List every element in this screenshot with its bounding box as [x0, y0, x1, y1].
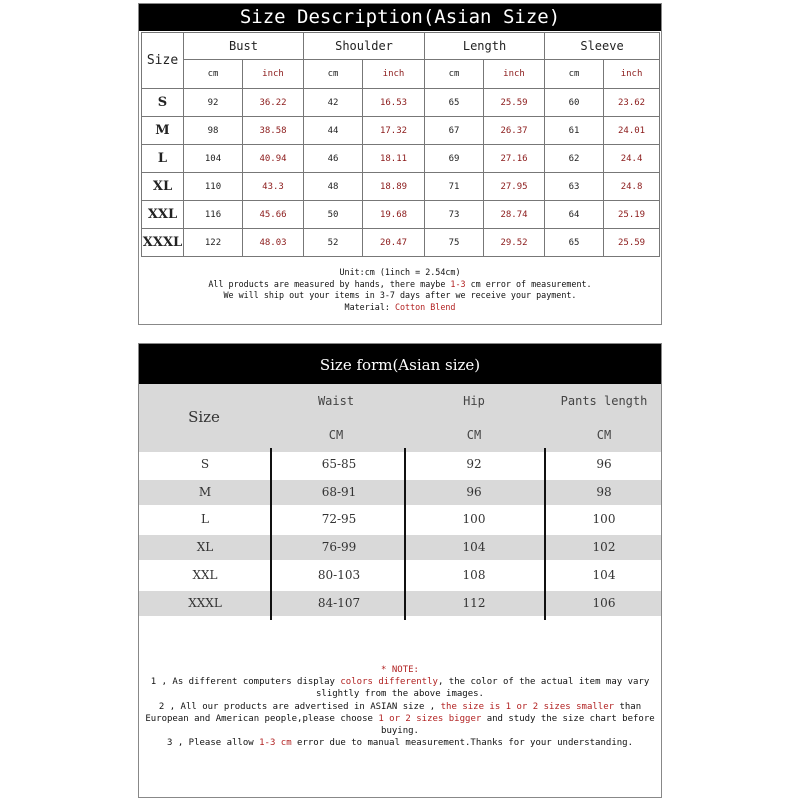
inch-cell: 38.58	[243, 117, 304, 145]
cm-cell: 46	[304, 145, 363, 173]
waist-cell: 76-99	[321, 540, 357, 554]
column-divider	[270, 448, 272, 620]
inch-cell: 45.66	[243, 201, 304, 229]
waist-cell: 84-107	[317, 596, 361, 610]
inch-cell: 25.59	[484, 89, 545, 117]
note-highlight: 1-3 cm	[259, 738, 292, 749]
pants-length-cell: 100	[592, 512, 616, 526]
note-text: , the color of the actual item may vary	[437, 677, 650, 688]
size-label: XXXL	[142, 229, 184, 257]
inch-cell: 43.3	[243, 173, 304, 201]
note-text: European and American people,please choose	[145, 713, 379, 724]
inch-cell: 16.53	[363, 89, 425, 117]
inch-cell: 27.95	[484, 173, 545, 201]
cm-cell: 75	[425, 229, 484, 257]
inch-cell: 24.01	[604, 117, 660, 145]
bottom-size-header: Size	[188, 408, 220, 426]
cm-cell: 67	[425, 117, 484, 145]
note-2-cont	[139, 713, 661, 725]
column-header-waist: Waist	[317, 394, 355, 408]
size-label: L	[201, 512, 209, 526]
hip-cell: 108	[462, 568, 486, 582]
note-text: cm error of measurement.	[465, 278, 592, 289]
size-label: XL	[196, 540, 214, 554]
cm-cell: 60	[545, 89, 604, 117]
column-header-pants-length: Pants length	[560, 394, 648, 408]
column-divider	[544, 448, 546, 620]
inch-cell: 24.8	[604, 173, 660, 201]
waist-cell: 68-91	[321, 485, 357, 499]
inch-cell: 25.59	[604, 229, 660, 257]
cm-cell: 48	[304, 173, 363, 201]
table-row	[142, 229, 660, 257]
material-note	[139, 302, 661, 314]
cm-cell: 65	[545, 229, 604, 257]
cm-cell: 50	[304, 201, 363, 229]
inch-cell: 18.11	[363, 145, 425, 173]
unit-note: Unit:cm (1inch = 2.54cm)	[339, 267, 461, 277]
size-label: L	[142, 145, 184, 173]
group-header-shoulder: Shoulder	[304, 33, 425, 60]
waist-cell: 72-95	[321, 512, 357, 526]
unit-inch-header: inch	[243, 60, 304, 89]
unit-header: CM	[466, 428, 482, 442]
bottom-chart-title: Size form(Asian size)	[139, 344, 661, 384]
cm-cell: 104	[184, 145, 243, 173]
size-label: S	[142, 89, 184, 117]
measurement-note	[139, 279, 661, 291]
unit-cm-header: cm	[304, 60, 363, 89]
waist-cell: 80-103	[317, 568, 361, 582]
bottom-table-header	[139, 384, 661, 452]
note-highlight: 1-3	[450, 278, 466, 289]
cm-cell: 44	[304, 117, 363, 145]
cm-cell: 69	[425, 145, 484, 173]
inch-cell: 19.68	[363, 201, 425, 229]
note-text: 2 , All our products are advertised in ASIAN size ,	[158, 701, 441, 712]
note-2-end: buying.	[381, 726, 419, 737]
cm-cell: 98	[184, 117, 243, 145]
table-row	[142, 173, 660, 201]
shipping-note: We will ship out your items in 3-7 days after we receive your payment.	[223, 290, 577, 300]
top-size-table	[141, 32, 660, 257]
size-label: XXL	[142, 201, 184, 229]
note-text: 3 , Please allow	[166, 738, 260, 749]
unit-inch-header: inch	[363, 60, 425, 89]
unit-header: CM	[596, 428, 612, 442]
inch-cell: 28.74	[484, 201, 545, 229]
table-row	[139, 591, 661, 616]
note-text: and study the size chart before	[481, 713, 655, 724]
unit-header: CM	[328, 428, 344, 442]
unit-cm-header: cm	[545, 60, 604, 89]
bottom-size-chart	[138, 343, 662, 798]
cm-cell: 71	[425, 173, 484, 201]
column-divider	[404, 448, 406, 620]
note-text: 1 , As different computers display	[150, 677, 341, 688]
top-chart-title: Size Description(Asian Size)	[139, 4, 661, 31]
inch-cell: 29.52	[484, 229, 545, 257]
cm-cell: 110	[184, 173, 243, 201]
cm-cell: 42	[304, 89, 363, 117]
waist-cell: 65-85	[321, 457, 357, 471]
pants-length-cell: 98	[596, 485, 612, 499]
cm-cell: 65	[425, 89, 484, 117]
cm-cell: 63	[545, 173, 604, 201]
note-text: than	[614, 701, 642, 712]
cm-cell: 122	[184, 229, 243, 257]
table-row	[142, 145, 660, 173]
hip-cell: 96	[466, 485, 482, 499]
inch-cell: 17.32	[363, 117, 425, 145]
cm-cell: 116	[184, 201, 243, 229]
note-highlight: the size is 1 or 2 sizes smaller	[440, 701, 615, 712]
size-label: M	[142, 117, 184, 145]
top-size-chart	[138, 3, 662, 325]
inch-cell: 23.62	[604, 89, 660, 117]
table-row	[142, 201, 660, 229]
table-row	[139, 452, 661, 477]
hip-cell: 100	[462, 512, 486, 526]
hip-cell: 104	[462, 540, 486, 554]
unit-inch-header: inch	[484, 60, 545, 89]
unit-inch-header: inch	[604, 60, 660, 89]
bottom-chart-notes	[139, 664, 661, 749]
size-label: S	[200, 457, 210, 471]
top-chart-notes	[139, 267, 661, 313]
note-highlight: colors differently	[340, 677, 438, 688]
inch-cell: 27.16	[484, 145, 545, 173]
note-title: * NOTE:	[381, 665, 419, 675]
table-row	[142, 117, 660, 145]
pants-length-cell: 102	[592, 540, 616, 554]
note-text: Material:	[344, 301, 395, 312]
unit-cm-header: cm	[425, 60, 484, 89]
table-row	[139, 507, 661, 532]
cm-cell: 64	[545, 201, 604, 229]
table-row	[139, 563, 661, 588]
table-row	[139, 480, 661, 505]
note-highlight: 1 or 2 sizes bigger	[378, 713, 482, 724]
table-row	[139, 535, 661, 560]
size-label: XXXL	[188, 596, 222, 610]
size-label: XXL	[192, 568, 218, 582]
note-3	[139, 737, 661, 749]
group-header-sleeve: Sleeve	[545, 33, 660, 60]
cm-cell: 92	[184, 89, 243, 117]
pants-length-cell: 96	[596, 457, 612, 471]
group-header-bust: Bust	[184, 33, 304, 60]
inch-cell: 26.37	[484, 117, 545, 145]
hip-cell: 92	[466, 457, 482, 471]
group-header-length: Length	[425, 33, 545, 60]
note-1-cont: slightly from the above images.	[316, 689, 484, 700]
inch-cell: 24.4	[604, 145, 660, 173]
material-value: Cotton Blend	[394, 301, 456, 312]
top-size-header: Size	[142, 33, 184, 89]
hip-cell: 112	[462, 596, 486, 610]
inch-cell: 18.89	[363, 173, 425, 201]
inch-cell: 48.03	[243, 229, 304, 257]
pants-length-cell: 106	[592, 596, 616, 610]
note-text: error due to manual measurement.Thanks for your understanding.	[291, 738, 633, 749]
unit-cm-header: cm	[184, 60, 243, 89]
size-label: M	[198, 485, 212, 499]
size-label: XL	[142, 173, 184, 201]
column-header-hip: Hip	[463, 394, 485, 408]
pants-length-cell: 104	[592, 568, 616, 582]
note-text: All products are measured by hands, there maybe	[208, 278, 451, 289]
inch-cell: 40.94	[243, 145, 304, 173]
inch-cell: 20.47	[363, 229, 425, 257]
cm-cell: 73	[425, 201, 484, 229]
note-1	[139, 676, 661, 688]
inch-cell: 25.19	[604, 201, 660, 229]
table-row	[142, 89, 660, 117]
cm-cell: 62	[545, 145, 604, 173]
note-2	[139, 701, 661, 713]
inch-cell: 36.22	[243, 89, 304, 117]
cm-cell: 52	[304, 229, 363, 257]
cm-cell: 61	[545, 117, 604, 145]
